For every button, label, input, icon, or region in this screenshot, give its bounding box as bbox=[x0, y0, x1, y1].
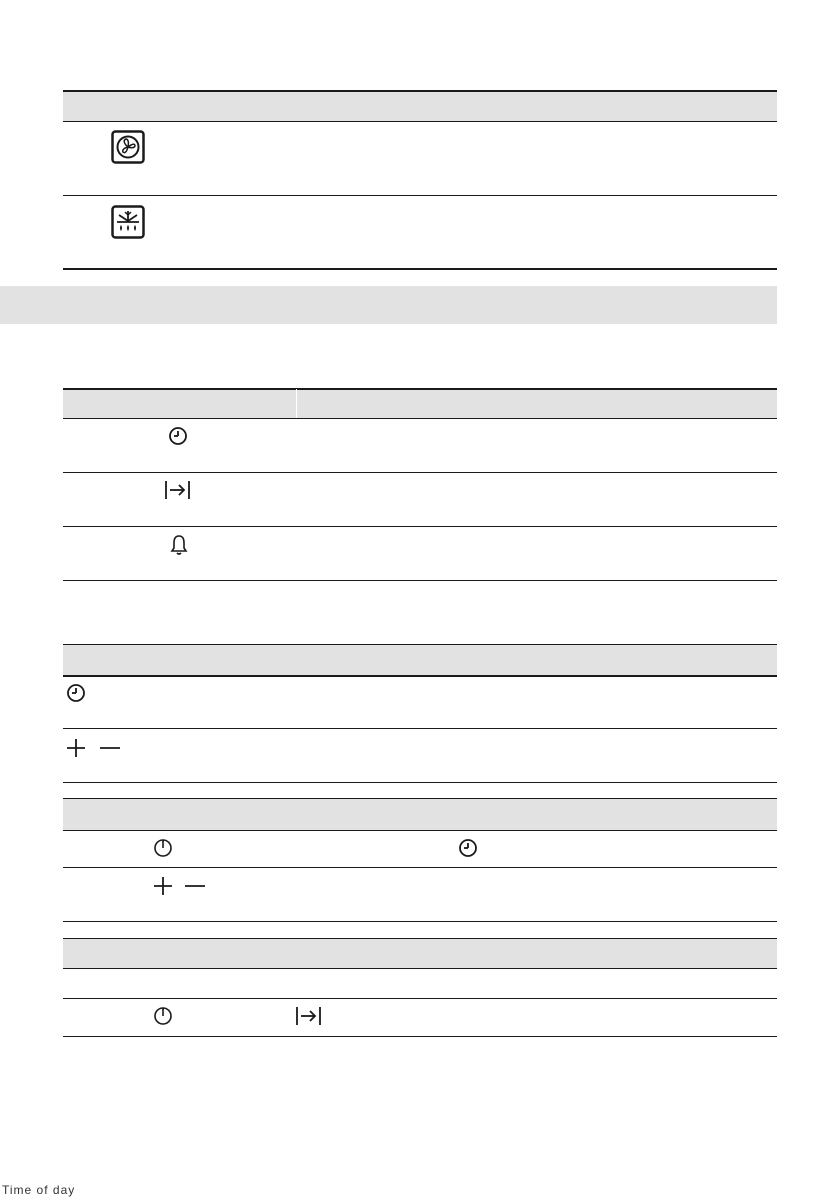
timer-icon bbox=[153, 1006, 173, 1026]
plus-icon bbox=[66, 738, 86, 758]
table-rule bbox=[63, 526, 777, 527]
table-rule bbox=[63, 830, 777, 831]
table-header-band bbox=[63, 645, 777, 675]
table-rule bbox=[63, 580, 777, 581]
footer-text: Time of day bbox=[2, 1183, 76, 1197]
table-rule bbox=[63, 195, 777, 196]
table-rule bbox=[63, 472, 777, 473]
table-rule bbox=[63, 1036, 777, 1037]
table-header-band bbox=[63, 939, 777, 968]
table-rule bbox=[63, 268, 777, 270]
table-rule bbox=[63, 90, 777, 92]
section-heading-band bbox=[0, 286, 777, 324]
duration-icon bbox=[164, 480, 192, 500]
table-rule bbox=[63, 798, 777, 799]
defrost-icon bbox=[111, 205, 145, 239]
plus-icon bbox=[153, 876, 173, 896]
table-rule bbox=[63, 728, 777, 729]
table-rule bbox=[63, 968, 777, 969]
table-rule bbox=[63, 675, 777, 677]
duration-icon bbox=[295, 1006, 323, 1026]
table-rule bbox=[63, 998, 777, 999]
minus-icon bbox=[184, 876, 206, 896]
minus-icon bbox=[99, 738, 121, 758]
timer-icon bbox=[153, 838, 173, 858]
table-rule bbox=[63, 782, 777, 783]
clock-icon bbox=[66, 683, 86, 703]
bell-icon bbox=[170, 534, 188, 556]
table-rule bbox=[63, 644, 777, 645]
table-rule bbox=[63, 867, 777, 868]
table-rule bbox=[63, 388, 777, 390]
table-rule bbox=[63, 121, 777, 122]
table-column-divider bbox=[296, 389, 297, 418]
clock-icon bbox=[168, 426, 188, 446]
table-rule bbox=[63, 938, 777, 939]
table-header-band bbox=[63, 91, 777, 121]
true-fan-cooking-icon bbox=[111, 130, 145, 164]
table-header-band bbox=[63, 799, 777, 830]
table-rule bbox=[63, 921, 777, 922]
table-rule bbox=[63, 418, 777, 419]
clock-icon bbox=[458, 838, 478, 858]
table-header-band bbox=[63, 389, 777, 418]
